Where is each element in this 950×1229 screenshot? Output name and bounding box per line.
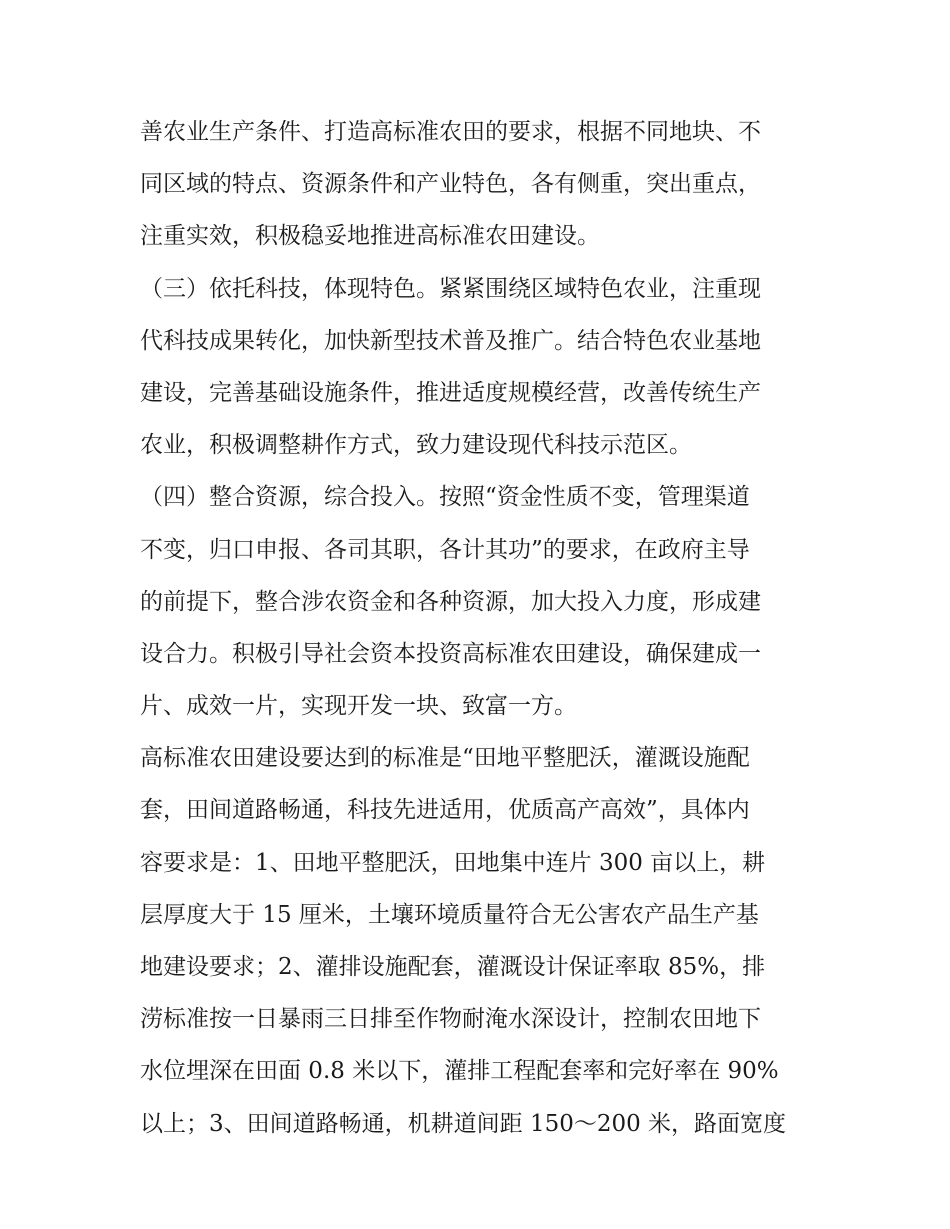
text-line: 注重实效，积极稳妥地推进高标准农田建设。	[140, 223, 600, 250]
text-line: 的前提下，整合涉农资金和各种资源，加大投入力度，形成建	[140, 588, 761, 615]
text-line: （四）整合资源，综合投入。按照“资金性质不变，管理渠道	[140, 484, 750, 511]
text-line: 地建设要求；2、灌排设施配套，灌溉设计保证率取 85%，排	[140, 954, 766, 980]
text-line: 农业，积极调整耕作方式，致力建设现代科技示范区。	[140, 432, 692, 459]
text-line: 套，田间道路畅通，科技先进适用，优质高产高效”，具体内	[140, 797, 750, 824]
text-line: 片、成效一片，实现开发一块、致富一方。	[140, 693, 577, 720]
text-line: 善农业生产条件、打造高标准农田的要求，根据不同地块、不	[140, 119, 761, 145]
text-line: 同区域的特点、资源条件和产业特色，各有侧重，突出重点，	[140, 171, 761, 198]
text-line: 容要求是：1、田地平整肥沃，田地集中连片 300 亩以上，耕	[140, 849, 766, 876]
text-line: 代科技成果转化，加快新型技术普及推广。结合特色农业基地	[140, 327, 761, 354]
body-text	[140, 106, 820, 1150]
text-line: 水位埋深在田面 0.8 米以下，灌排工程配套率和完好率在 90%	[140, 1058, 779, 1085]
text-line: 高标准农田建设要达到的标准是“田地平整肥沃，灌溉设施配	[140, 745, 750, 772]
text-line: 建设，完善基础设施条件，推进适度规模经营，改善传统生产	[140, 379, 761, 406]
text-line: （三）依托科技，体现特色。紧紧围绕区域特色农业，注重现	[140, 275, 761, 302]
text-line: 涝标准按一日暴雨三日排至作物耐淹水深设计，控制农田地下	[140, 1006, 761, 1033]
text-line: 不变，归口申报、各司其职，各计其功”的要求，在政府主导	[140, 536, 750, 563]
text-line: 层厚度大于 15 厘米，土壤环境质量符合无公害农产品生产基	[140, 901, 759, 928]
text-line: 设合力。积极引导社会资本投资高标准农田建设，确保建成一	[140, 640, 761, 667]
text-line: 以上；3、田间道路畅通，机耕道间距 150～200 米，路面宽度	[140, 1110, 787, 1137]
